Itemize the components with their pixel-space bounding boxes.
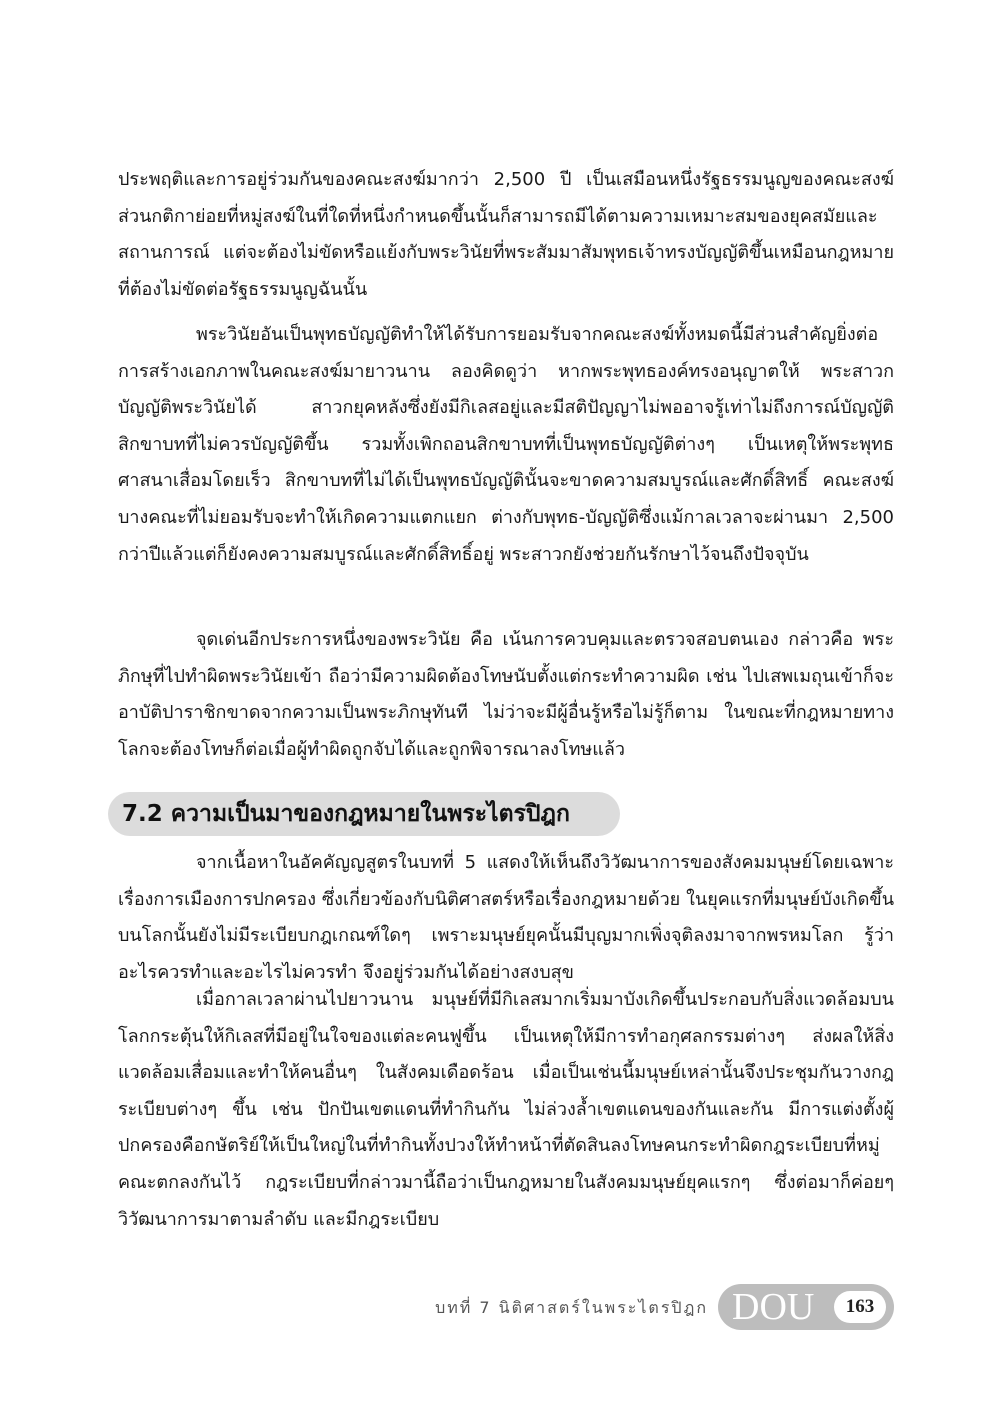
paragraph-2: พระวินัยอันเป็นพุทธบัญญัติทำให้ได้รับการยอมรับจากคณะสงฆ์ทั้งหมดนี้มีส่วนสำคัญยิ่งต่อการสร้างเอกภาพในคณะสงฆ์มายาวนาน ลองคิดดูว่า หากพระพุทธองค์ทรงอนุญาตให้ พระสาวกบัญญัติพระวินัยได้ สาวกยุคหลังซึ่งยังมีกิเลสอยู่และมีสติปัญญาไม่พออาจรู้เท่าไม่ถึงการณ์บัญญัติสิกขาบทที่ไม่ควรบัญญัติขึ้น รวมทั้งเพิกถอนสิกขาบทที่เป็นพุทธบัญญัติต่างๆ เป็นเหตุให้พระพุทธศาสนาเสื่อมโดยเร็ว สิกขาบทที่ไม่ได้เป็นพุทธบัญญัตินั้นจะขาดความสมบูรณ์และศักดิ์สิทธิ์ คณะสงฆ์บางคณะที่ไม่ยอมรับจะทำให้เกิดความแตกแยก ต่างกับพุทธ-บัญญัติซึ่งแม้กาลเวลาจะผ่านมา 2,500 กว่าปีแล้วแต่ก็ยังคงความสมบูรณ์และศักดิ์สิทธิ์อยู่ พระสาวกยังช่วยกันรักษาไว้จนถึงปัจจุบัน <box>118 324 894 565</box>
paragraph-5: เมื่อกาลเวลาผ่านไปยาวนาน มนุษย์ที่มีกิเลสมากเริ่มมาบังเกิดขึ้นประกอบกับสิ่งแวดล้อมบนโลกกระตุ้นให้กิเลสที่มีอยู่ในใจของแต่ละคนฟูขึ้น เป็นเหตุให้มีการทำอกุศลกรรมต่างๆ ส่งผลให้สิ่งแวดล้อมเสื่อมและทำให้คนอื่นๆ ในสังคมเดือดร้อน เมื่อเป็นเช่นนี้มนุษย์เหล่านั้นจึงประชุมกันวางกฎระเบียบต่างๆ ขึ้น เช่น ปักปันเขตแดนที่ทำกินกัน ไม่ล่วงล้ำเขตแดนของกันและกัน มีการแต่งตั้งผู้ปกครองคือกษัตริย์ให้เป็นใหญ่ในที่ทำกินทั้งปวงให้ทำหน้าที่ตัดสินลงโทษคนกระทำผิดกฎระเบียบที่หมู่คณะตกลงกันไว้ กฎระเบียบที่กล่าวมานี้ถือว่าเป็นกฎหมายในสังคมมนุษย์ยุคแรกๆ ซึ่งต่อมาก็ค่อยๆ วิวัฒนาการมาตามลำดับ และมีกฎระเบียบ <box>118 989 894 1230</box>
section-heading: 7.2 ความเป็นมาของกฎหมายในพระไตรปิฎก <box>122 801 570 827</box>
paragraph-4: จากเนื้อหาในอัคคัญญสูตรในบทที่ 5 แสดงให้เห็นถึงวิวัฒนาการของสังคมมนุษย์โดยเฉพาะเรื่องการเมืองการปกครอง ซึ่งเกี่ยวข้องกับนิติศาสตร์หรือเรื่องกฎหมายด้วย ในยุคแรกที่มนุษย์บังเกิดขึ้นบนโลกนั้นยังไม่มีระเบียบกฎเกณฑ์ใดๆ เพราะมนุษย์ยุคนั้นมีบุญมากเพิ่งจุติลงมาจากพรหมโลก รู้ว่าอะไรควรทำและอะไรไม่ควรทำ จึงอยู่ร่วมกันได้อย่างสงบสุข <box>118 852 894 983</box>
paragraph-block-1 <box>118 162 894 308</box>
paragraph-3: จุดเด่นอีกประการหนึ่งของพระวินัย คือ เน้นการควบคุมและตรวจสอบตนเอง กล่าวคือ พระภิกษุที่ไปทำผิดพระวินัยเข้า ถือว่ามีความผิดต้องโทษนับตั้งแต่กระทำความผิด เช่น ไปเสพเมถุนเข้าก็จะอาบัติปาราชิกขาดจากความเป็นพระภิกษุทันที ไม่ว่าจะมีผู้อื่นรู้หรือไม่รู้ก็ตาม ในขณะที่กฎหมายทางโลกจะต้องโทษก็ต่อเมื่อผู้ทำผิดถูกจับได้และถูกพิจารณาลงโทษแล้ว <box>118 629 894 760</box>
footer-chapter-title: บทที่ 7 นิติศาสตร์ในพระไตรปิฎก <box>435 1298 708 1317</box>
dou-logo: DOU <box>732 1286 815 1328</box>
paragraph-block-2 <box>118 317 894 573</box>
paragraph-block-3 <box>118 622 894 768</box>
paragraph-block-4 <box>118 845 894 991</box>
paragraph-1: ประพฤติและการอยู่ร่วมกันของคณะสงฆ์มากว่า 2,500 ปี เป็นเสมือนหนึ่งรัฐธรรมนูญของคณะสงฆ์ ส่วนกติกาย่อยที่หมู่สงฆ์ในที่ใดที่หนึ่งกำหนดขึ้นนั้นก็สามารถมีได้ตามความเหมาะสมของยุคสมัยและสถานการณ์ แต่จะต้องไม่ขัดหรือแย้งกับพระวินัยที่พระสัมมาสัมพุทธเจ้าทรงบัญญัติขึ้นเหมือนกฎหมายที่ต้องไม่ขัดต่อรัฐธรรมนูญฉันนั้น <box>118 169 894 300</box>
paragraph-block-5 <box>118 982 894 1238</box>
page-number: 163 <box>834 1291 886 1323</box>
